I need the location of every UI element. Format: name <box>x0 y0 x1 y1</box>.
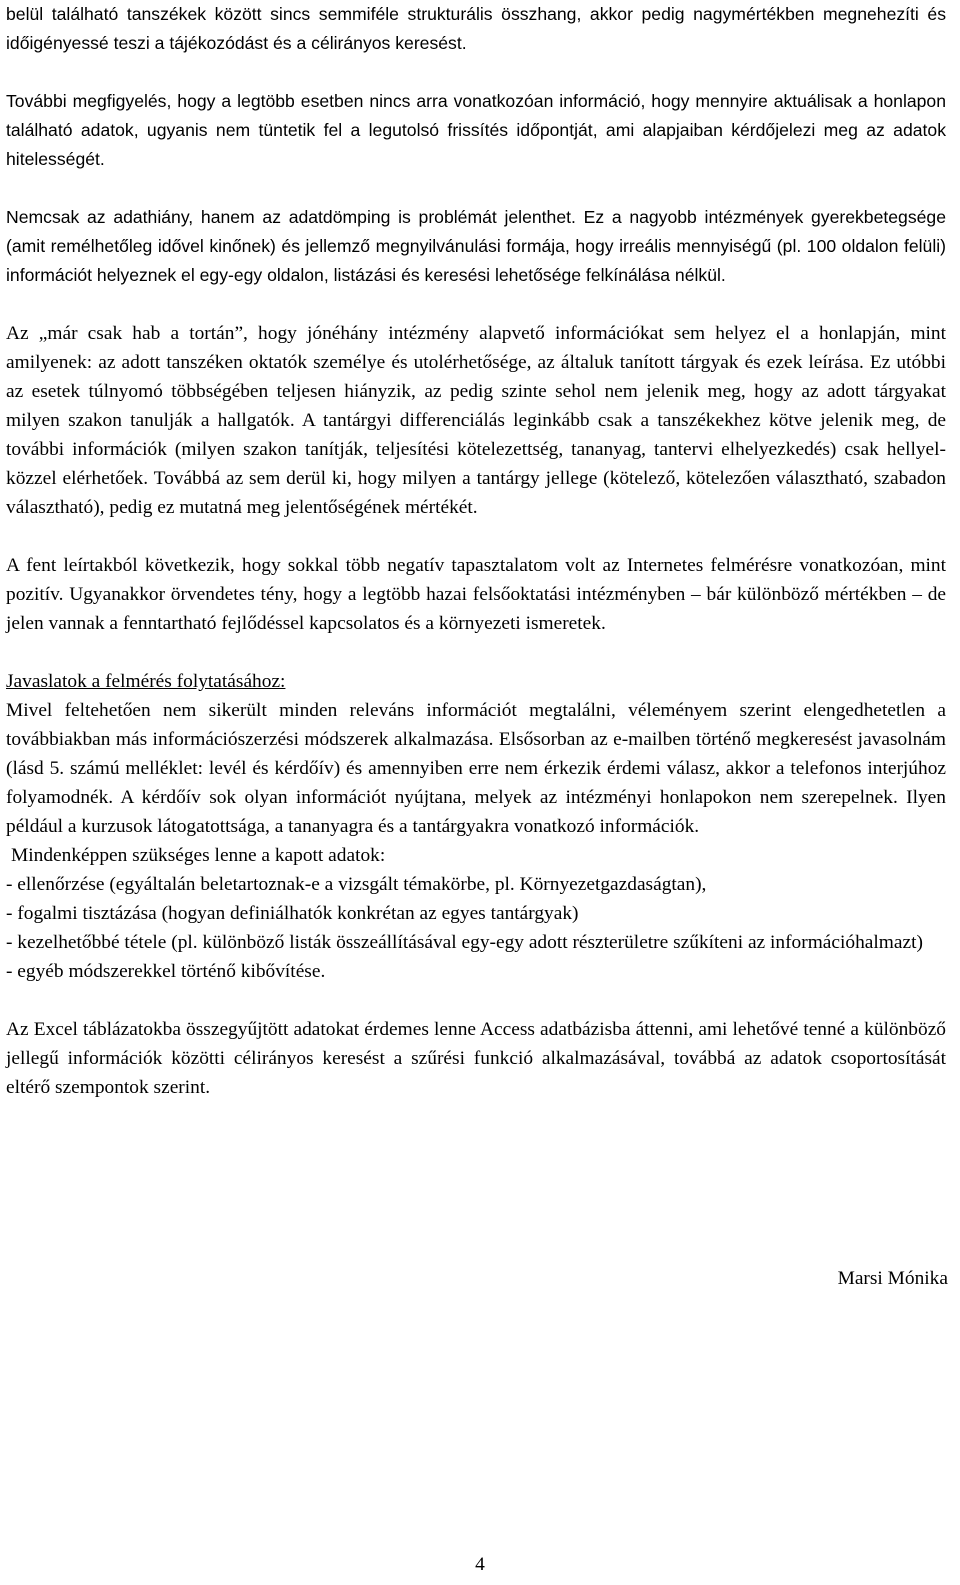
paragraph-update-info-text: További megfigyelés, hogy a legtöbb esetben nincs arra vonatkozóan információ, hogy mennyire aktuálisak a honlapon található adatok, ugyanis nem tüntetik fel a legutolsó frissítés időpontját, ami alapjaiban kérdőjelezi meg az adatok hitelességét. <box>6 91 946 169</box>
list-item: - egyéb módszerekkel történő kibővítése. <box>6 961 326 982</box>
page-number: 4 <box>475 1554 485 1575</box>
paragraph-update-info <box>6 87 946 174</box>
paragraph-data-overload <box>6 203 946 290</box>
paragraph-data-overload-text-1: Nemcsak az adathiány, hanem az adatdömping is problémát jelenthet. Ez a nagyobb intézmények gyerekbetegsége (amit remélhetőleg idővel kinőnek) és jellemző megnyilvánulási formája, hogy irreális mennyiségű (pl. <box>6 207 946 256</box>
recommendations-section <box>6 667 946 986</box>
recommendations-body: Mivel feltehetően nem sikerült minden releváns információt megtalálni, véleményem szerint elengedhetetlen a továbbiakban más információszerzési módszerek alkalmazása. Elsősorban az e-mailben történő megkeresést javasolnám (lásd 5. számú melléklet: levél és kérdőív) és amennyiben erre nem érkezik érdemi válasz, akkor a telefonos interjúhoz folyamodnék. A kérdőív sok olyan információt nyújtana, melyek az intézményi honlapokon nem szerepelnek. Ilyen például a kurzusok látogatottsága, a tananyagra és a tantárgyakra vonatkozó információk. <box>6 700 946 837</box>
paragraph-conclusion-text: A fent leírtakból következik, hogy sokkal több negatív tapasztalatom volt az Internetes felmérésre vonatkozóan, mint pozitív. Ugyanakkor örvendetes tény, hogy a legtöbb hazai felsőoktatási intézményben – bár különböző mértékben – de jelen vannak a fenntartható fejlődéssel kapcsolatos és a környezeti ismeretek. <box>6 555 946 634</box>
paragraph-missing-info-text: Az „már csak hab a tortán”, hogy jónéhány intézmény alapvető információkat sem helyez el a honlapján, mint amilyenek: az adott tanszéken oktatók személye és utolérhetősége, az általuk tanított tárgyak és ezek leírása. Ez utóbbi az esetek túlnyomó többségében teljesen hiányzik, az pedig szinte sehol nem jelenik meg, hogy az adott tárgyakat milyen szakon tanulják a hallgatók. A tantárgyi differenciálás leginkább csak a tanszékekhez kötve jelenik meg, de további információk (milyen szakon tanítják, teljesítési kötelezettség, tananyag, tantervi elhelyezkedés) csak hellyel-közzel elérhetőek. Továbbá az sem derül ki, hogy milyen a tantárgy jellege (kötelező, kötelezően választható, szabadon választható), pedig ez mutatná meg jelentőségének mértékét. <box>6 323 946 518</box>
paragraph-closing <box>6 1015 946 1102</box>
paragraph-conclusion <box>6 551 946 638</box>
recommendations-list-intro: Mindenképpen szükséges lenne a kapott adatok: <box>11 845 386 866</box>
recommendations-heading: Javaslatok a felmérés folytatásához: <box>6 671 286 692</box>
list-item: - fogalmi tisztázása (hogyan definiálhatók konkrétan az egyes tantárgyak) <box>6 903 579 924</box>
paragraph-structure <box>6 0 946 58</box>
paragraph-closing-text: Az Excel táblázatokba összegyűjtött adatokat érdemes lenne Access adatbázisba áttenni, ami lehetővé tenné a különböző jellegű információk közötti célirányos keresést a szűrési funkció alkalmazásával, továbbá az adatok csoportosítását eltérő szempontok szerint. <box>6 1019 946 1098</box>
paragraph-data-overload-text-2: oldalon felüli) információt helyeznek el egy-egy oldalon, listázási és keresési lehetősége felkínálása nélkül. <box>6 236 946 285</box>
paragraph-missing-info <box>6 319 946 522</box>
paragraph-data-overload-number: 100 <box>806 236 837 256</box>
author-signature: Marsi Mónika <box>837 1268 948 1289</box>
document-page <box>6 0 946 1102</box>
list-item: - kezelhetőbbé tétele (pl. különböző listák összeállításával egy-egy adott részterületre szűkíteni az információhalmazt) <box>6 932 923 953</box>
list-item: - ellenőrzése (egyáltalán beletartoznak-e a vizsgált témakörbe, pl. Környezetgazdaságtan), <box>6 874 707 895</box>
paragraph-structure-text: belül található tanszékek között sincs semmiféle strukturális összhang, akkor pedig nagymértékben megnehezíti és időigényessé teszi a tájékozódást és a célirányos keresést. <box>6 4 946 53</box>
